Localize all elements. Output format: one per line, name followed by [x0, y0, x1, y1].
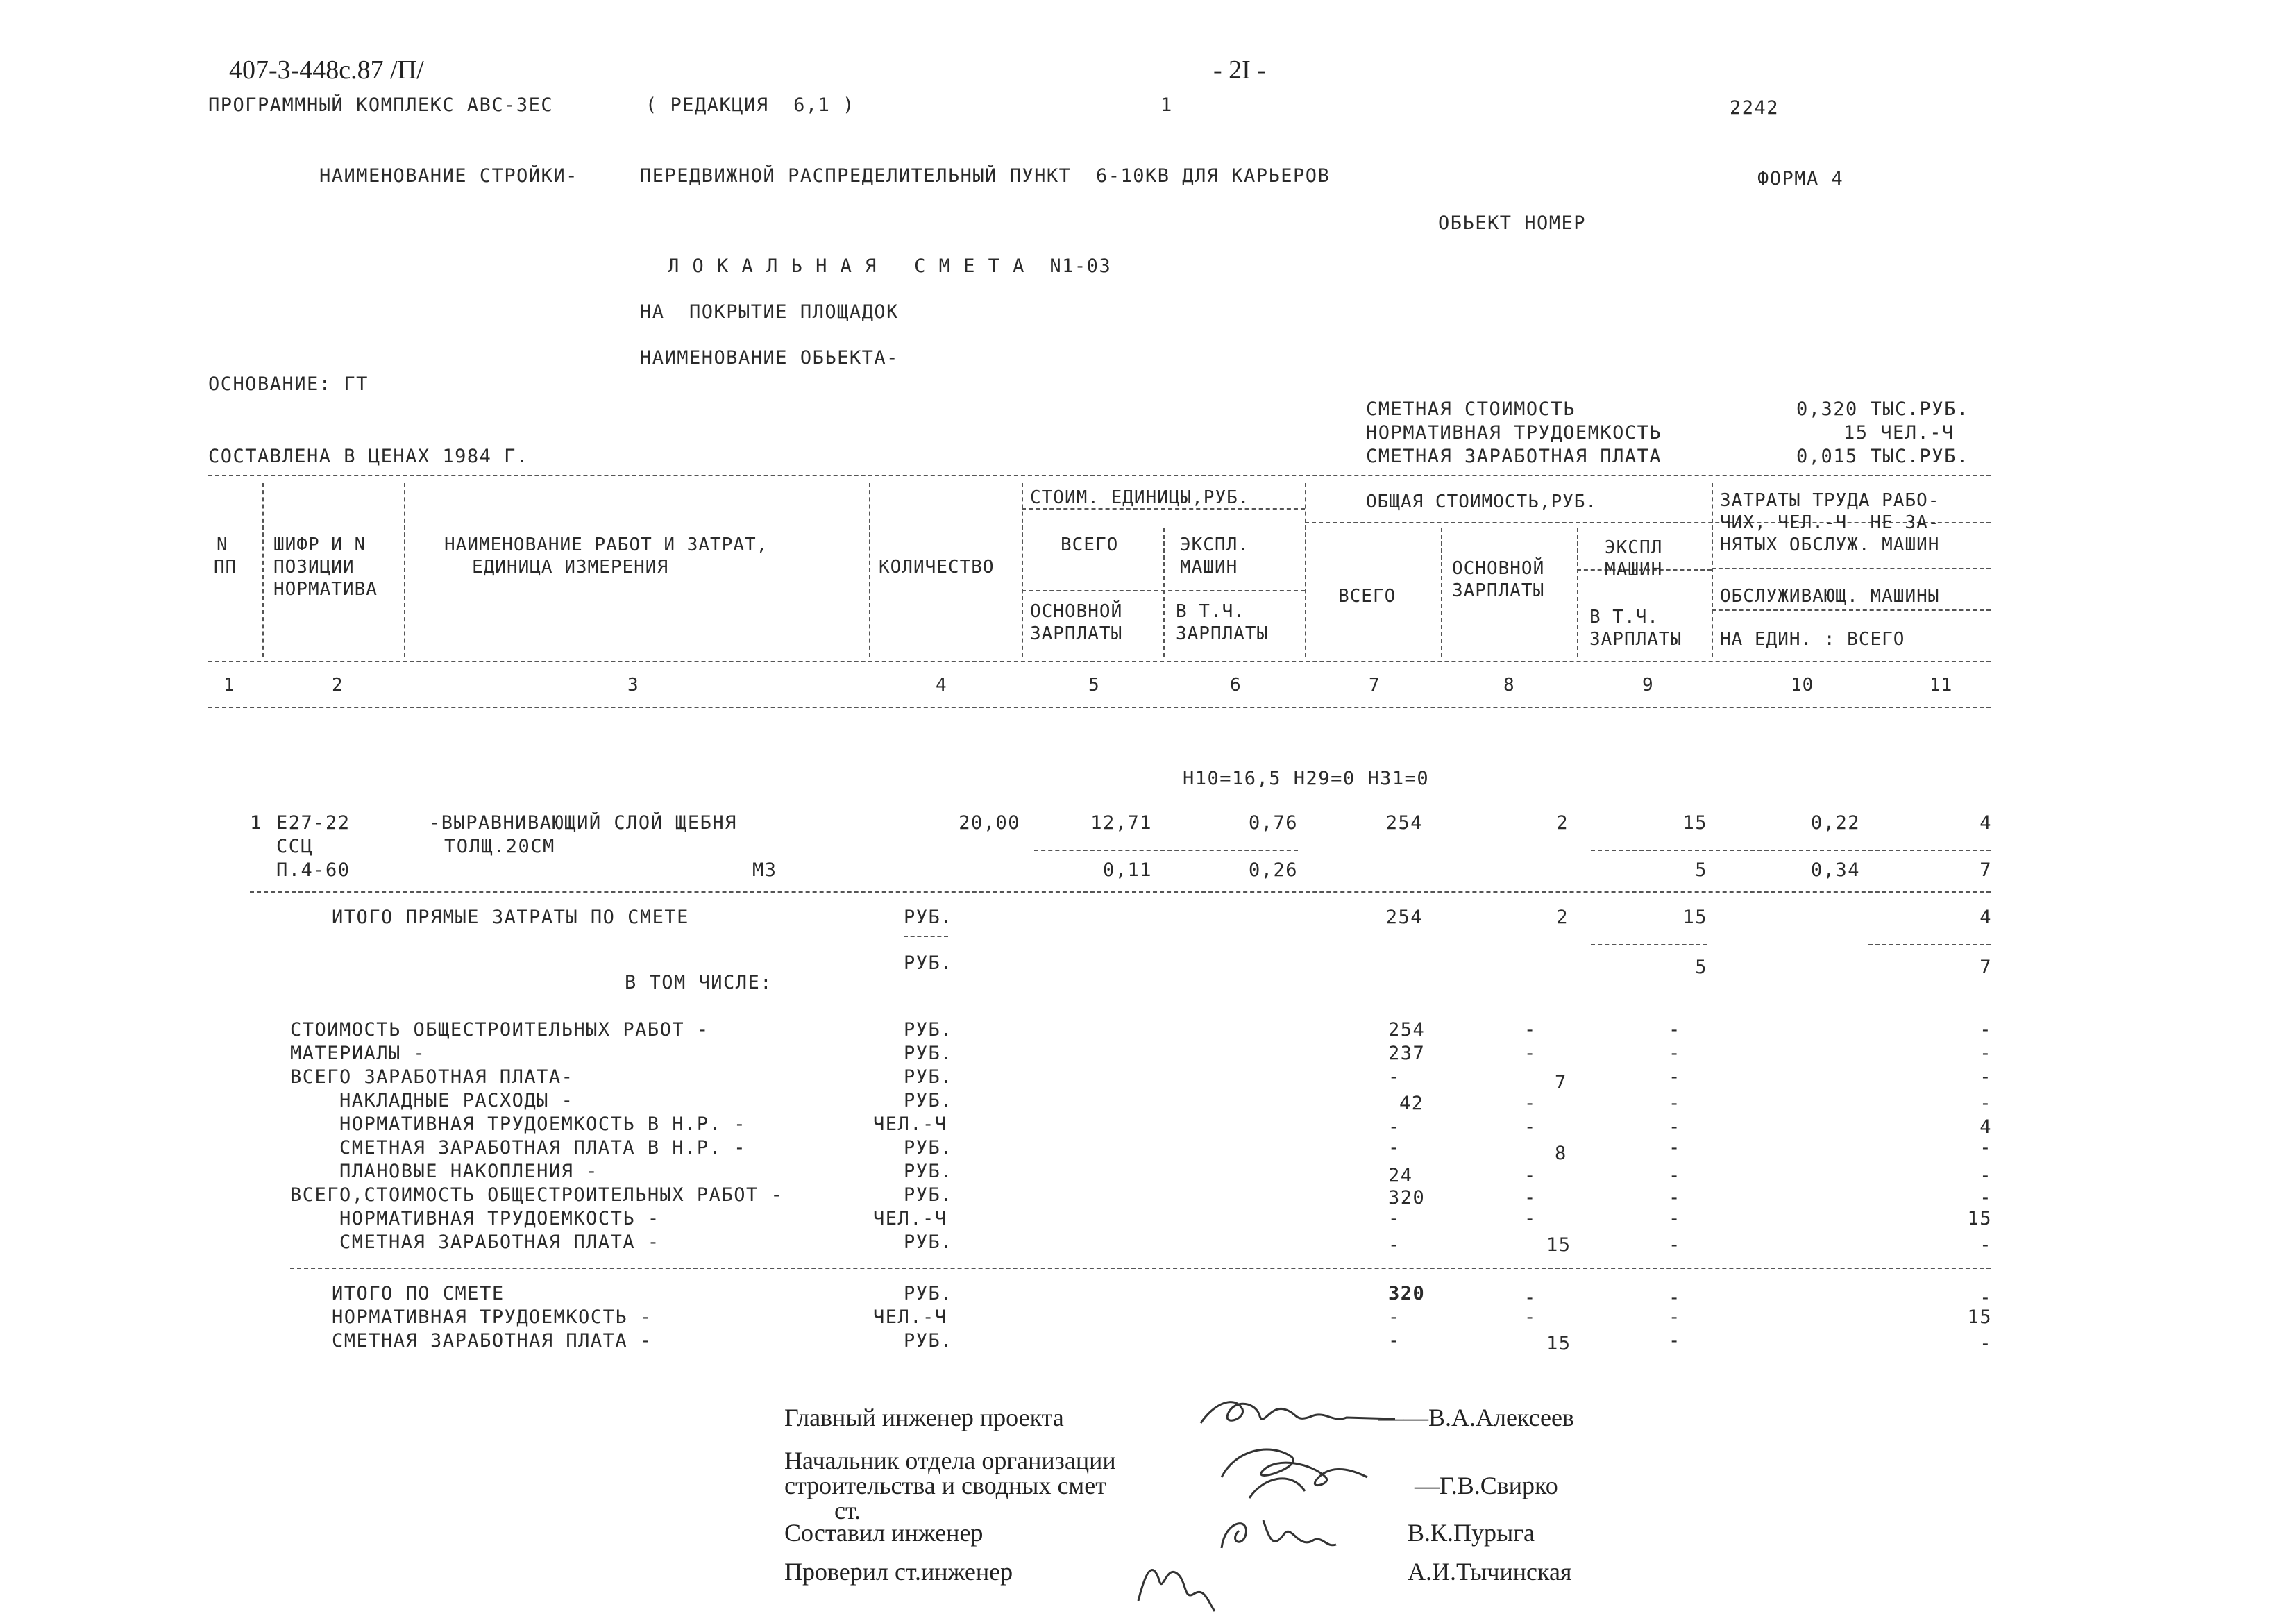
col-number: 9 [1642, 675, 1654, 696]
signature-mark-4 [1124, 1545, 1222, 1622]
row-unit: РУБ. [904, 1066, 954, 1088]
row-labor: - [1980, 1234, 1992, 1256]
row-label: НАКЛАДНЫЕ РАСХОДЫ - [290, 1090, 574, 1111]
hdr-total-wage-1: ОСНОВНОЙ [1452, 558, 1545, 579]
numbers-bottom-line [208, 707, 1991, 708]
form-number: ФОРМА 4 [1757, 168, 1844, 190]
total-label: ИТОГО ПО СМЕТЕ [332, 1283, 505, 1304]
item-unit-mach: 0,76 [1248, 812, 1298, 834]
header-num-2: 2242 [1730, 97, 1780, 119]
item-code-3: П.4-60 [276, 859, 351, 881]
hdr-code-2: ПОЗИЦИИ [273, 557, 355, 578]
item-labor-unit-2: 0,34 [1810, 859, 1860, 881]
row-wage: 8 [1555, 1143, 1567, 1164]
col-sep [262, 483, 264, 657]
total-total: - [1388, 1330, 1401, 1352]
row-mach: - [1669, 1137, 1681, 1159]
row-label: ВСЕГО,СТОИМОСТЬ ОБЩЕСТРОИТЕЛЬНЫХ РАБОТ - [290, 1184, 784, 1206]
hdr-total-mach-wage-2: ЗАРПЛАТЫ [1589, 629, 1682, 650]
item-total-divider [1591, 850, 1991, 851]
item-unit: М3 [752, 859, 777, 881]
row-unit: РУБ. [904, 1184, 954, 1206]
row-labor: - [1980, 1043, 1992, 1064]
including-label: В ТОМ ЧИСЛЕ: [625, 972, 773, 993]
total-labor: 15 [1967, 1306, 1992, 1328]
row-mach: - [1669, 1093, 1681, 1114]
total-label: СМЕТНАЯ ЗАРАБОТНАЯ ПЛАТА - [332, 1330, 652, 1352]
total-wage: - [1524, 1306, 1537, 1328]
col-sep [1305, 483, 1306, 657]
row-mach: - [1669, 1187, 1681, 1209]
row-labor: - [1980, 1187, 1992, 1209]
program-name: ПРОГРАММНЫЙ КОМПЛЕКС АВС-3ЕС [208, 94, 554, 116]
row-mach: - [1669, 1019, 1681, 1041]
total-mach: - [1669, 1330, 1681, 1352]
hdr-labor-2: ЧИХ, ЧЕЛ.-Ч НЕ ЗА- [1720, 512, 1940, 533]
direct-labor-divider [1868, 944, 1991, 945]
item-labor-unit: 0,22 [1810, 812, 1860, 834]
hdr-labor-1: ЗАТРАТЫ ТРУДА РАБО- [1720, 490, 1940, 511]
col-sep [1577, 528, 1578, 657]
row-unit: РУБ. [904, 1019, 954, 1041]
total-unit: РУБ. [904, 1330, 954, 1352]
hdr-unit-cost: СТОИМ. ЕДИНИЦЫ,РУБ. [1030, 487, 1250, 508]
row-label: НОРМАТИВНАЯ ТРУДОЕМКОСТЬ - [290, 1208, 660, 1229]
estimate-title: Л О К А Л Ь Н А Я С М Е Т А N1-03 [668, 255, 1112, 277]
sig-name-chief-engineer: ——В.А.Алексеев [1378, 1404, 1574, 1431]
unit-cost-line [1022, 508, 1305, 510]
col-number: 11 [1930, 675, 1953, 696]
total-unit: ЧЕЛ.-Ч [873, 1306, 947, 1328]
total-labor: - [1980, 1333, 1992, 1354]
row-wage: - [1524, 1187, 1537, 1209]
col-sep [869, 483, 870, 657]
hdr-unit-mach-wage-2: ЗАРПЛАТЫ [1176, 623, 1269, 644]
item-name-1: -ВЫРАВНИВАЮЩИЙ СЛОЙ ЩЕБНЯ [429, 812, 737, 834]
row-total: 24 [1388, 1165, 1413, 1186]
hdr-labor-5: НА ЕДИН. : ВСЕГО [1720, 629, 1905, 650]
row-total: 320 [1388, 1187, 1426, 1209]
col-sep [1441, 528, 1442, 657]
row-labor: - [1980, 1165, 1992, 1186]
hdr-num: N [217, 535, 228, 555]
item-total: 254 [1385, 812, 1423, 834]
row-labor: 4 [1980, 1116, 1992, 1138]
row-label: НОРМАТИВНАЯ ТРУДОЕМКОСТЬ В Н.Р. - [290, 1113, 746, 1135]
sig-role-compiled: Составил инженер [784, 1519, 984, 1547]
program-edition: ( РЕДАКЦИЯ 6,1 ) [645, 94, 855, 116]
hdr-labor-4: ОБСЛУЖИВАЮЩ. МАШИНЫ [1720, 586, 1940, 607]
item-unit-divider [1034, 850, 1298, 851]
row-mach: - [1669, 1043, 1681, 1064]
item-code-2: ССЦ [276, 836, 314, 857]
summary-label-1: НОРМАТИВНАЯ ТРУДОЕМКОСТЬ [1366, 422, 1662, 444]
sig-role-checked: Проверил ст.инженер [784, 1558, 1013, 1586]
hdr-code-1: ШИФР И N [273, 535, 366, 555]
summary-label-2: СМЕТНАЯ ЗАРАБОТНАЯ ПЛАТА [1366, 446, 1662, 467]
hdr-unit-total: ВСЕГО [1061, 535, 1119, 555]
row-label: СМЕТНАЯ ЗАРАБОТНАЯ ПЛАТА - [290, 1231, 660, 1253]
direct-mach-wage: 5 [1695, 957, 1707, 978]
row-unit: РУБ. [904, 1137, 954, 1159]
direct-total: 254 [1385, 907, 1423, 928]
item-unit-total: 12,71 [1090, 812, 1152, 834]
labor-sub-line-2 [1712, 609, 1991, 611]
summary-value-1: 15 ЧЕЛ.-Ч [1843, 422, 1955, 444]
document-code: 407-3-448с.87 /П/ [229, 56, 424, 85]
total-wage: 15 [1546, 1333, 1571, 1354]
total-mach: - [1669, 1306, 1681, 1328]
labor-sub-line-1 [1712, 568, 1991, 569]
item-code-1: Е27-22 [276, 812, 351, 834]
row-wage: - [1524, 1165, 1537, 1186]
row-wage: - [1524, 1043, 1537, 1064]
col-number: 1 [223, 675, 235, 696]
total-label: НОРМАТИВНАЯ ТРУДОЕМКОСТЬ - [332, 1306, 652, 1328]
row-mach: - [1669, 1208, 1681, 1229]
col-number: 2 [332, 675, 344, 696]
construction-label: НАИМЕНОВАНИЕ СТРОЙКИ- [319, 165, 578, 187]
item-quantity: 20,00 [959, 812, 1020, 834]
basis: ОСНОВАНИЕ: ГТ [208, 373, 369, 395]
hdr-num-2: ПП [214, 557, 237, 578]
row-labor: - [1980, 1066, 1992, 1088]
row-unit: РУБ. [904, 1161, 954, 1182]
table-top-line [208, 475, 1991, 476]
col-sep [404, 483, 405, 657]
row-labor: - [1980, 1137, 1992, 1159]
item-labor-total-2: 7 [1980, 859, 1992, 881]
coefficients: Н10=16,5 Н29=0 Н31=0 [1183, 768, 1430, 789]
col-sep [1022, 483, 1023, 657]
row-labor: 15 [1967, 1208, 1992, 1229]
total-total: - [1388, 1306, 1401, 1328]
item-name-2: ТОЛЩ.20СМ [444, 836, 555, 857]
item-num: 1 [250, 812, 262, 834]
col-number: 5 [1088, 675, 1100, 696]
hdr-total: ВСЕГО [1338, 586, 1396, 607]
item-labor-total: 4 [1980, 812, 1992, 834]
item-total-wage: 2 [1556, 812, 1569, 834]
totals-top-line [290, 1268, 1991, 1269]
summary-value-2: 0,015 ТЫС.РУБ. [1796, 446, 1969, 467]
item-total-mach: 15 [1682, 812, 1707, 834]
hdr-unit-wage-1: ОСНОВНОЙ [1030, 601, 1123, 622]
hdr-total-cost: ОБЩАЯ СТОИМОСТЬ,РУБ. [1366, 491, 1598, 512]
row-label: ВСЕГО ЗАРАБОТНАЯ ПЛАТА- [290, 1066, 574, 1088]
row-unit: РУБ. [904, 1090, 954, 1111]
col-number: 7 [1369, 675, 1381, 696]
hdr-unit-mach-2: МАШИН [1180, 557, 1238, 578]
row-unit: ЧЕЛ.-Ч [873, 1113, 947, 1135]
direct-unit: РУБ. [904, 907, 954, 928]
row-mach: - [1669, 1165, 1681, 1186]
object-number: ОБЬЕКТ НОМЕР [1438, 212, 1587, 234]
hdr-total-mach-wage-1: В Т.Ч. [1589, 607, 1659, 628]
hdr-name-1: НАИМЕНОВАНИЕ РАБОТ И ЗАТРАТ, [444, 535, 768, 555]
direct-labor-2: 7 [1980, 957, 1992, 978]
row-labor: - [1980, 1093, 1992, 1114]
row-total: - [1388, 1066, 1401, 1088]
direct-mach-divider [1591, 944, 1707, 945]
direct-labor: 4 [1980, 907, 1992, 928]
hdr-unit-mach-wage-1: В Т.Ч. [1176, 601, 1245, 622]
direct-mach: 15 [1682, 907, 1707, 928]
row-wage: 15 [1546, 1234, 1571, 1256]
item-total-mach-wage: 5 [1695, 859, 1707, 881]
signature-mark-3 [1208, 1506, 1347, 1562]
hdr-unit-wage-2: ЗАРПЛАТЫ [1030, 623, 1123, 644]
col-number: 4 [936, 675, 947, 696]
page-number: - 2I - [1213, 56, 1266, 85]
row-unit: ЧЕЛ.-Ч [873, 1208, 947, 1229]
hdr-labor-3: НЯТЫХ ОБСЛУЖ. МАШИН [1720, 535, 1940, 555]
col-sep [1163, 528, 1165, 657]
row-wage: - [1524, 1116, 1537, 1138]
direct-label: ИТОГО ПРЯМЫЕ ЗАТРАТЫ ПО СМЕТЕ [332, 907, 689, 928]
row-unit: РУБ. [904, 1043, 954, 1064]
direct-unit-2: РУБ. [904, 952, 954, 974]
item-unit-wage: 0,11 [1102, 859, 1152, 881]
direct-wage: 2 [1556, 907, 1569, 928]
row-labor: - [1980, 1019, 1992, 1041]
hdr-total-wage-2: ЗАРПЛАТЫ [1452, 580, 1545, 601]
col-sep [1712, 483, 1713, 657]
header-bottom-line [208, 661, 1991, 662]
hdr-name-2: ЕДИНИЦА ИЗМЕРЕНИЯ [472, 557, 669, 578]
row-total: - [1388, 1137, 1401, 1159]
total-wage: - [1524, 1287, 1537, 1309]
row-mach: - [1669, 1066, 1681, 1088]
row-wage: - [1524, 1208, 1537, 1229]
row-total: 42 [1399, 1093, 1424, 1114]
item-bottom-line [250, 891, 1991, 893]
row-wage: - [1524, 1019, 1537, 1041]
row-mach: - [1669, 1116, 1681, 1138]
item-unit-mach-wage: 0,26 [1248, 859, 1298, 881]
sig-role-chief-engineer: Главный инженер проекта [784, 1404, 1064, 1431]
signature-mark-1 [1194, 1388, 1402, 1437]
hdr-total-mach-2: МАШИН [1605, 560, 1663, 580]
signature-mark-2 [1208, 1436, 1388, 1512]
sig-role-department-head: Начальник отдела организации строительства и сводных смет ст. [784, 1447, 1116, 1524]
hdr-code-3: НОРМАТИВА [273, 579, 378, 600]
object-name-label: НАИМЕНОВАНИЕ ОБЬЕКТА- [640, 347, 899, 369]
row-mach: - [1669, 1234, 1681, 1256]
summary-value-0: 0,320 ТЫС.РУБ. [1796, 398, 1969, 420]
hdr-unit-mach-1: ЭКСПЛ. [1180, 535, 1249, 555]
construction-name: ПЕРЕДВИЖНОЙ РАСПРЕДЕЛИТЕЛЬНЫЙ ПУНКТ 6-10КВ ДЛЯ КАРЬЕРОВ [640, 165, 1331, 187]
header-num-1: 1 [1160, 94, 1173, 116]
row-wage: - [1524, 1093, 1537, 1114]
row-label: СМЕТНАЯ ЗАРАБОТНАЯ ПЛАТА В Н.Р. - [290, 1137, 746, 1159]
total-total: 320 [1388, 1283, 1426, 1304]
col-number: 8 [1503, 675, 1515, 696]
sig-name-department-head: —Г.В.Свирко [1415, 1472, 1558, 1499]
summary-label-0: СМЕТНАЯ СТОИМОСТЬ [1366, 398, 1576, 420]
row-unit: РУБ. [904, 1231, 954, 1253]
total-labor: - [1980, 1287, 1992, 1309]
row-total: 237 [1388, 1043, 1426, 1064]
direct-unit-divider [904, 936, 948, 937]
total-mach: - [1669, 1287, 1681, 1309]
col-number: 10 [1791, 675, 1814, 696]
hdr-quantity: КОЛИЧЕСТВО [879, 557, 995, 578]
row-label: МАТЕРИАЛЫ - [290, 1043, 426, 1064]
row-total: - [1388, 1208, 1401, 1229]
row-label: СТОИМОСТЬ ОБЩЕСТРОИТЕЛЬНЫХ РАБОТ - [290, 1019, 709, 1041]
total-unit: РУБ. [904, 1283, 954, 1304]
prices-year: СОСТАВЛЕНА В ЦЕНАХ 1984 Г. [208, 446, 529, 467]
row-total: - [1388, 1116, 1401, 1138]
col-number: 3 [627, 675, 639, 696]
row-total: 254 [1388, 1019, 1426, 1041]
row-total: - [1388, 1234, 1401, 1256]
hdr-total-mach-1: ЭКСПЛ [1605, 537, 1663, 558]
estimate-subtitle: НА ПОКРЫТИЕ ПЛОЩАДОК [640, 301, 899, 323]
sig-name-checked: А.И.Тычинская [1408, 1558, 1572, 1586]
col-number: 6 [1230, 675, 1242, 696]
sig-name-compiled: В.К.Пурыга [1408, 1519, 1535, 1547]
row-label: ПЛАНОВЫЕ НАКОПЛЕНИЯ - [290, 1161, 598, 1182]
row-wage: 7 [1555, 1072, 1567, 1093]
